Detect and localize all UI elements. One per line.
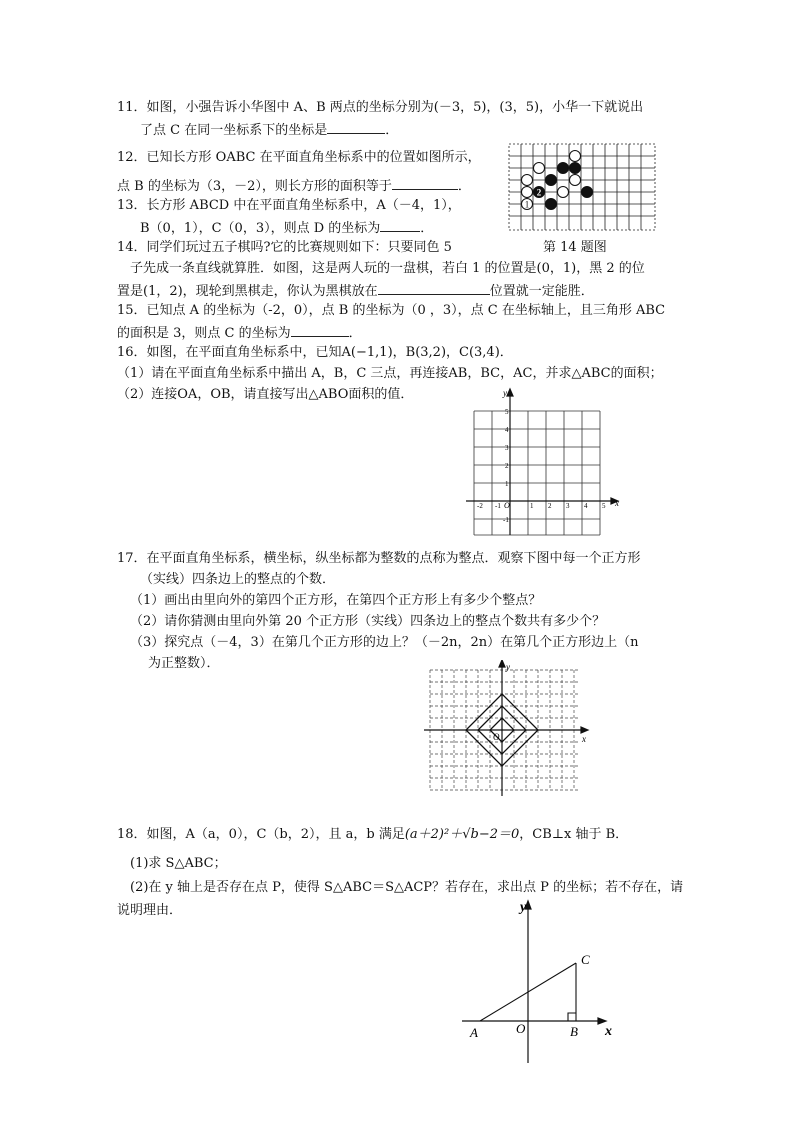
q16-x-tick: 2 [548,502,552,510]
q18-right-angle-mark [568,1013,576,1021]
q17-x-arrow [581,727,588,733]
q14-answer-blank[interactable] [378,282,490,295]
q16-y-tick: -1 [503,516,509,524]
q17-y-arrow [499,660,505,667]
q14-line3 [117,282,594,299]
q18-part2: (2)在 y 轴上是否存在点 P，使得 S△ABC＝S△ACP？若存在，求出点 P 的坐标；若不存在，请 [130,880,684,895]
q17-part3: （3）探究点（－4，3）在第几个正方形的边上？（－2n，2n）在第几个正方形边上（n [130,635,639,650]
q17-line1: 17．在平面直角坐标系，横坐标，纵坐标都为整数的点称为整点．观察下图中每一个正方形 [117,551,641,566]
q18-line1 [117,827,628,842]
q17-origin-label: O [493,732,500,742]
q18-point-C-label: C [581,952,590,967]
q18-part1: (1)求 S△ABC； [130,856,227,871]
q16-y-tick: 5 [505,408,509,416]
q14-line2: 子先成一条直线就算胜．如图，这是两人玩的一盘棋，若白 1 的位置是(0，1)，黑 2 的位 [130,261,645,276]
black-stone [546,175,557,186]
q11-line2-text: 了点 C 在同一坐标系下的坐标是 [140,123,328,138]
q13-line2-text: B（0，1），C（0，3），则点 D 的坐标为 [140,221,381,236]
q16-y-tick: 2 [505,462,509,470]
q18-line1-end: ，CB⊥x 轴于 B． [519,827,629,842]
q18-point-A-label: A [470,1025,478,1040]
q12-line2-end: ． [457,179,471,194]
q14-line1: 14．同学们玩过五子棋吗?它的比赛规则如下：只要同色 5 [117,240,452,255]
go-board-grid [509,144,655,230]
white-stone [570,151,581,162]
q11-answer-blank[interactable] [327,121,385,134]
q17-line2: （实线）四条边上的整点的个数． [140,572,336,587]
white-stone [534,163,545,174]
q17-part3-cont: 为正整数）． [148,656,220,671]
q17-y-label: y [506,662,510,672]
black-stone [558,163,569,174]
white-stone [570,175,581,186]
q11-line2-end: ． [385,123,399,138]
q17-part2: （2）请你猜测由里向外第 20 个正方形（实线）四条边上的整点个数共有多少个？ [130,614,606,629]
q16-line1: 16．如图，在平面直角坐标系中，已知A(−1,1)，B(3,2)，C(3,4)． [117,345,513,360]
q16-x-tick: -1 [495,502,501,510]
q16-part1: （1）请在平面直角坐标系中描出 A，B，C 三点，再连接AB，BC，AC，并求△ABC的面积； [117,366,663,381]
q16-y-arrow [507,389,513,396]
q16-x-tick: 1 [530,502,534,510]
q16-y-tick: 1 [505,480,509,488]
q15-answer-blank[interactable] [291,324,349,337]
q11-line1: 11．如图，小强告诉小华图中 A、B 两点的坐标分别为(－3，5)，(3，5)，小华一下就说出 [117,100,644,115]
white-stone [558,187,569,198]
q13-line2 [140,219,433,236]
go-board-figure [508,143,656,233]
white-stone [522,175,533,186]
q16-origin-label: O [504,501,510,510]
q15-line2-end: ． [348,326,362,341]
black-stone [582,187,593,198]
q16-coordinate-grid [462,385,624,537]
q11-line2 [140,121,398,138]
q18-part2-cont: 说明理由． [117,903,183,918]
q14-figure-caption: 第 14 题图 [543,240,607,255]
black-stone [570,163,581,174]
q16-y-label: y [503,388,507,398]
q16-y-tick: 3 [505,444,509,452]
q12-answer-blank[interactable] [392,177,458,190]
q17-nested-squares-figure [420,660,592,800]
q17-x-label: x [582,734,586,744]
q16-x-tick: 4 [584,502,588,510]
q15-line2-text: 的面积是 3，则点 C 的坐标为 [117,326,291,341]
q16-part2: （2）连接OA，OB，请直接写出△ABO面积的值． [117,387,414,402]
q17-part1: （1）画出由里向外的第四个正方形，在第四个正方形上有多少个整点？ [130,593,542,608]
q12-line2 [117,177,471,194]
q13-answer-blank[interactable] [380,219,420,232]
black-stone [546,199,557,210]
white-stone-label: 1 [524,199,530,210]
q16-x-label: x [615,498,619,508]
q18-origin-label: O [516,1021,526,1036]
q13-line1: 13．长方形 ABCD 中在平面直角坐标系中，A（－4，1）， [117,198,461,213]
q12-line2-text: 点 B 的坐标为（3，－2），则长方形的面积等于 [117,179,392,194]
q18-triangle-figure [460,893,630,1068]
q15-line1: 15．已知点 A 的坐标为（-2，0），点 B 的坐标为（0 ，3），点 C 在坐标轴上，且三角形 ABC [117,303,666,318]
q16-grid-lines [474,411,600,535]
q15-line2 [117,324,362,341]
q16-x-tick: -2 [477,502,483,510]
q13-line2-end: ． [420,221,434,236]
q14-line3-text: 置是(1，2)，现轮到黑棋走，你认为黑棋放在 [117,284,378,299]
q16-x-tick: 5 [602,502,606,510]
q18-y-label: y [520,900,527,915]
q14-line3-end: 位置就一定能胜． [489,284,594,299]
q16-y-tick: 4 [505,426,509,434]
q16-x-tick: 3 [566,502,570,510]
q12-line1: 12．已知长方形 OABC 在平面直角坐标系中的位置如图所示， [117,150,481,165]
q18-line1-text: 18．如图，A（a，0），C（b，2），且 a，b 满足 [117,827,405,842]
q18-formula: (a＋2)²＋√b−2＝0 [404,827,520,842]
q18-x-label: x [605,1024,612,1039]
black-stone-label: 2 [536,187,542,198]
q18-point-B-label: B [570,1024,578,1039]
white-stone [522,187,533,198]
